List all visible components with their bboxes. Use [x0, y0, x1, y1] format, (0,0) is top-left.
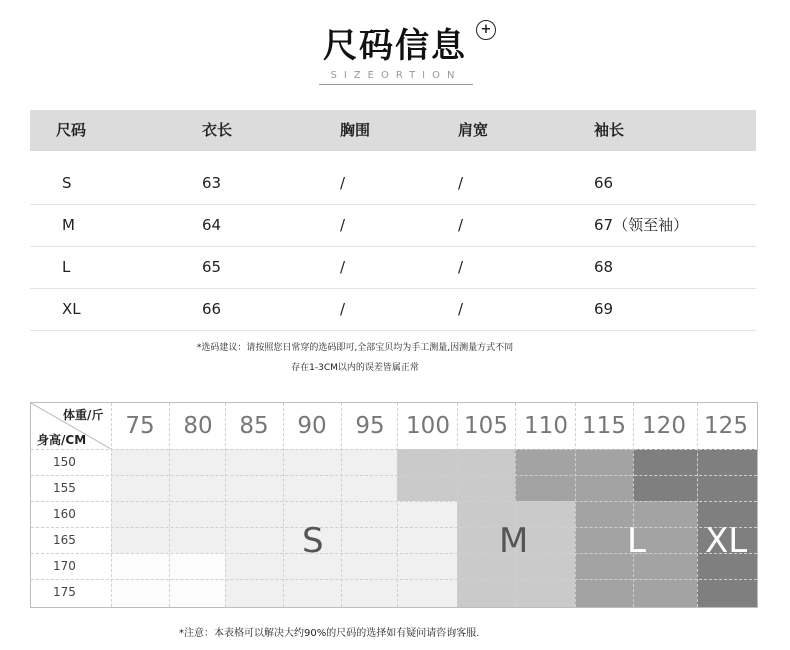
block-s-lower-white — [111, 553, 225, 607]
cell-chest: / — [340, 174, 346, 192]
height-label: 170 — [53, 559, 76, 573]
cell-sleeve: 67（领至袖） — [594, 216, 689, 234]
cell-length: 64 — [202, 216, 222, 234]
cell-shoulder: / — [458, 216, 464, 234]
cell-size: M — [62, 216, 75, 234]
size-label-m: M — [499, 521, 529, 561]
table-row — [30, 205, 756, 247]
height-label: 165 — [53, 533, 76, 547]
cell-sleeve: 69 — [594, 300, 614, 318]
cell-sleeve: 68 — [594, 258, 614, 276]
cell-sleeve: 66 — [594, 174, 614, 192]
size-label-s: S — [302, 521, 324, 561]
cell-size: XL — [62, 300, 81, 318]
size-label-l: L — [627, 521, 646, 561]
cell-length: 65 — [202, 258, 222, 276]
cell-shoulder: / — [458, 300, 464, 318]
weight-header: 体重/斤 — [63, 408, 104, 422]
col-header-shoulder: 肩宽 — [458, 121, 489, 139]
cell-size: L — [62, 258, 71, 276]
grid-corner-header — [31, 403, 111, 449]
weight-label: 75 — [125, 413, 155, 439]
weight-height-grid — [30, 402, 758, 608]
height-label: 150 — [53, 455, 76, 469]
weight-label: 80 — [183, 413, 213, 439]
plus-badge-icon: + — [476, 20, 496, 40]
col-header-size: 尺码 — [56, 121, 87, 139]
weight-label: 115 — [582, 413, 626, 439]
col-header-chest: 胸围 — [340, 121, 371, 139]
subtitle-underline — [319, 84, 473, 85]
table-row — [30, 247, 756, 289]
height-label: 155 — [53, 481, 76, 495]
col-header-length: 衣长 — [202, 121, 233, 139]
table-row — [30, 289, 756, 331]
weight-label: 110 — [524, 413, 568, 439]
height-label: 175 — [53, 585, 76, 599]
cell-size: S — [62, 174, 72, 192]
cell-shoulder: / — [458, 174, 464, 192]
cell-chest: / — [340, 300, 346, 318]
cell-chest: / — [340, 216, 346, 234]
size-label-xl: XL — [705, 521, 748, 561]
table-row — [30, 163, 756, 205]
page-subtitle: SIZEORTION — [330, 70, 462, 81]
tolerance-note: 存在1-3CM以内的误差皆属正常 — [291, 363, 419, 373]
footer-note: *注意：本表格可以解决大约90%的尺码的选择如有疑问请咨询客服. — [179, 628, 480, 639]
weight-label: 95 — [355, 413, 385, 439]
size-table-header — [30, 110, 756, 151]
weight-label: 85 — [239, 413, 269, 439]
cell-chest: / — [340, 258, 346, 276]
cell-shoulder: / — [458, 258, 464, 276]
weight-label: 100 — [406, 413, 450, 439]
weight-label: 90 — [297, 413, 327, 439]
size-suggestion-note: *选码建议：请按照您日常穿的选码即可,全部宝贝均为手工测量,因测量方式不同 — [196, 343, 514, 353]
cell-length: 63 — [202, 174, 222, 192]
size-table — [30, 110, 756, 331]
weight-label: 105 — [464, 413, 508, 439]
weight-label: 125 — [704, 413, 748, 439]
cell-length: 66 — [202, 300, 222, 318]
weight-label: 120 — [642, 413, 686, 439]
height-label: 160 — [53, 507, 76, 521]
col-header-sleeve: 袖长 — [594, 121, 625, 139]
page-title: 尺码信息 — [323, 26, 467, 66]
height-header: 身高/CM — [37, 433, 87, 447]
